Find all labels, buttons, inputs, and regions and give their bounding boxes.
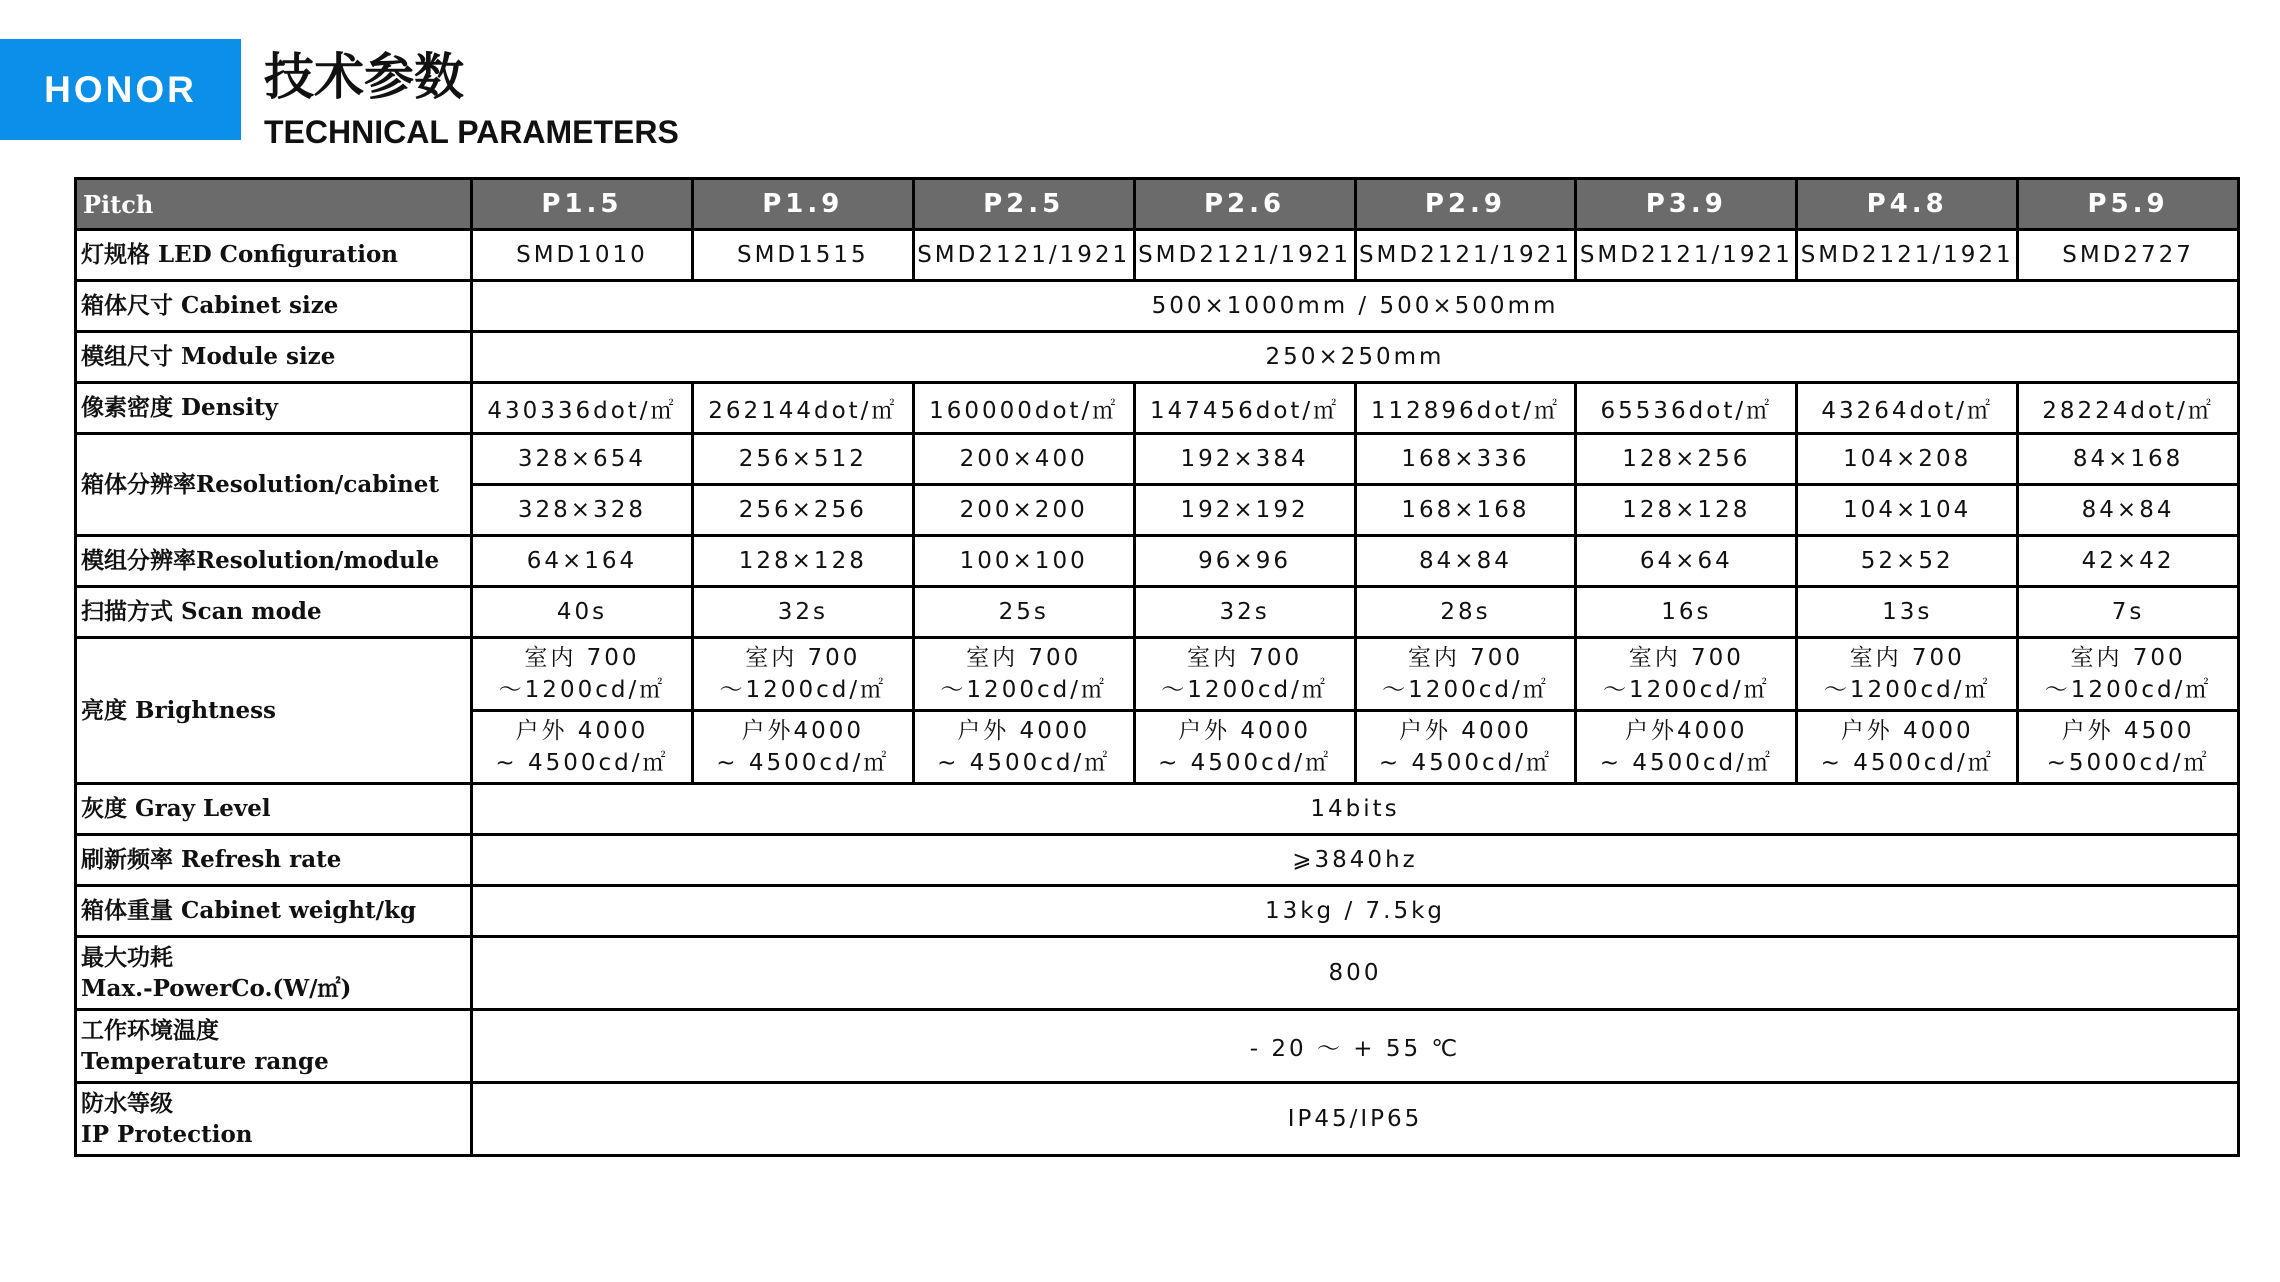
brightness-indoor-range-end: ～1200cd/㎡ xyxy=(940,677,1107,703)
resolution-module-cell: 42×42 xyxy=(2018,536,2239,587)
row-resolution-cabinet-1 xyxy=(76,434,2239,485)
row-label-en: Max.-PowerCo.(W/㎡) xyxy=(81,975,352,1002)
brightness-indoor-range-start: 室内 700 xyxy=(1628,644,1744,671)
brightness-indoor-cell xyxy=(913,638,1134,711)
brightness-outdoor-range-start: 户外4000 xyxy=(1625,717,1748,744)
led-config-cell: SMD2121/1921 xyxy=(1134,230,1355,281)
pitch-header: P1.9 xyxy=(692,179,913,230)
pitch-header: P2.5 xyxy=(913,179,1134,230)
resolution-cabinet-cell: 84×168 xyxy=(2018,434,2239,485)
page-title-en: TECHNICAL PARAMETERS xyxy=(264,114,679,150)
row-label: 箱体分辨率Resolution/cabinet xyxy=(76,434,472,536)
brightness-indoor-range-start: 室内 700 xyxy=(966,644,1082,671)
gray-level-cell: 14bits xyxy=(472,784,2239,835)
brightness-indoor-range-end: ～1200cd/㎡ xyxy=(1823,677,1991,703)
brightness-outdoor-cell xyxy=(2018,711,2239,784)
module-size-cell: 250×250mm xyxy=(472,332,2239,383)
brightness-outdoor-range-end: ~ 4500cd/㎡ xyxy=(716,750,890,776)
row-ip-protection xyxy=(76,1083,2239,1156)
brightness-outdoor-cell xyxy=(1576,711,1797,784)
brightness-indoor-cell xyxy=(692,638,913,711)
density-cell: 147456dot/㎡ xyxy=(1134,383,1355,434)
row-cabinet-weight xyxy=(76,886,2239,937)
row-label: 像素密度 Density xyxy=(76,383,472,434)
scan-mode-cell: 32s xyxy=(692,587,913,638)
ip-protection-cell: IP45/IP65 xyxy=(472,1083,2239,1156)
row-module-size xyxy=(76,332,2239,383)
resolution-cabinet-cell: 168×168 xyxy=(1355,485,1576,536)
led-config-cell: SMD1010 xyxy=(472,230,693,281)
resolution-module-cell: 128×128 xyxy=(692,536,913,587)
brightness-outdoor-cell xyxy=(1355,711,1576,784)
pitch-label: Pitch xyxy=(76,179,472,230)
row-label xyxy=(76,1083,472,1156)
row-label: 灰度 Gray Level xyxy=(76,784,472,835)
row-resolution-module xyxy=(76,536,2239,587)
scan-mode-cell: 32s xyxy=(1134,587,1355,638)
brightness-indoor-range-start: 室内 700 xyxy=(1849,644,1965,671)
pitch-header: P4.8 xyxy=(1797,179,2018,230)
brightness-outdoor-range-end: ~ 4500cd/㎡ xyxy=(1820,750,1994,776)
brightness-outdoor-range-start: 户外4000 xyxy=(741,717,865,744)
brightness-indoor-range-end: ～1200cd/㎡ xyxy=(719,677,887,703)
resolution-cabinet-cell: 192×192 xyxy=(1134,485,1355,536)
resolution-module-cell: 64×64 xyxy=(1576,536,1797,587)
resolution-cabinet-cell: 328×654 xyxy=(472,434,693,485)
brightness-outdoor-cell xyxy=(913,711,1134,784)
led-config-cell: SMD1515 xyxy=(692,230,913,281)
row-label: 刷新频率 Refresh rate xyxy=(76,835,472,886)
row-refresh-rate xyxy=(76,835,2239,886)
brightness-outdoor-range-start: 户外 4500 xyxy=(2061,717,2195,744)
row-label-cn: 工作环境温度 xyxy=(81,1016,219,1044)
brightness-outdoor-range-start: 户外 4000 xyxy=(957,717,1091,744)
page-title-cn: 技术参数 xyxy=(264,48,464,106)
density-cell: 112896dot/㎡ xyxy=(1355,383,1576,434)
resolution-module-cell: 96×96 xyxy=(1134,536,1355,587)
brightness-outdoor-cell xyxy=(1134,711,1355,784)
row-label: 箱体尺寸 Cabinet size xyxy=(76,281,472,332)
scan-mode-cell: 40s xyxy=(472,587,693,638)
row-max-power xyxy=(76,937,2239,1010)
row-label: 模组分辨率Resolution/module xyxy=(76,536,472,587)
row-gray-level xyxy=(76,784,2239,835)
pitch-header: P3.9 xyxy=(1576,179,1797,230)
led-config-cell: SMD2121/1921 xyxy=(1576,230,1797,281)
resolution-module-cell: 100×100 xyxy=(913,536,1134,587)
density-cell: 160000dot/㎡ xyxy=(913,383,1134,434)
brightness-outdoor-range-start: 户外 4000 xyxy=(1399,717,1532,744)
row-cabinet-size xyxy=(76,281,2239,332)
brightness-indoor-range-start: 室内 700 xyxy=(524,644,640,671)
brightness-indoor-cell xyxy=(1576,638,1797,711)
brightness-indoor-range-end: ～1200cd/㎡ xyxy=(498,677,666,703)
header-row xyxy=(76,179,2239,230)
brightness-outdoor-range-end: ~ 4500cd/㎡ xyxy=(1599,750,1773,776)
row-label: 灯规格 LED Configuration xyxy=(76,230,472,281)
row-led-config xyxy=(76,230,2239,281)
pitch-header: P1.5 xyxy=(472,179,693,230)
pitch-header: P5.9 xyxy=(2018,179,2239,230)
resolution-cabinet-cell: 104×208 xyxy=(1797,434,2018,485)
brightness-indoor-cell xyxy=(1134,638,1355,711)
brightness-indoor-range-start: 室内 700 xyxy=(1186,644,1303,671)
resolution-module-cell: 52×52 xyxy=(1797,536,2018,587)
cabinet-weight-cell: 13kg / 7.5kg xyxy=(472,886,2239,937)
scan-mode-cell: 13s xyxy=(1797,587,2018,638)
resolution-cabinet-cell: 256×512 xyxy=(692,434,913,485)
row-label: 箱体重量 Cabinet weight/kg xyxy=(76,886,472,937)
brightness-outdoor-range-end: ~ 4500cd/㎡ xyxy=(1378,750,1552,776)
row-label-cn: 最大功耗 xyxy=(81,943,173,971)
density-cell: 430336dot/㎡ xyxy=(472,383,693,434)
led-config-cell: SMD2727 xyxy=(2018,230,2239,281)
brightness-outdoor-cell xyxy=(692,711,913,784)
brightness-indoor-range-end: ～1200cd/㎡ xyxy=(1603,677,1770,703)
brightness-outdoor-range-end: ~ 4500cd/㎡ xyxy=(1158,750,1332,776)
row-temperature xyxy=(76,1010,2239,1083)
row-label-en: IP Protection xyxy=(81,1121,253,1148)
brightness-outdoor-range-end: ~5000cd/㎡ xyxy=(2046,750,2210,776)
technical-parameters-table xyxy=(74,177,2240,1157)
row-density xyxy=(76,383,2239,434)
logo-text: HONOR xyxy=(44,68,197,110)
brightness-outdoor-cell xyxy=(1797,711,2018,784)
brightness-outdoor-range-start: 户外 4000 xyxy=(515,717,649,744)
resolution-cabinet-cell: 328×328 xyxy=(472,485,693,536)
row-label: 亮度 Brightness xyxy=(76,638,472,784)
resolution-module-cell: 64×164 xyxy=(472,536,693,587)
brightness-outdoor-range-start: 户外 4000 xyxy=(1178,717,1311,744)
pitch-header: P2.6 xyxy=(1134,179,1355,230)
scan-mode-cell: 16s xyxy=(1576,587,1797,638)
brightness-indoor-range-end: ～1200cd/㎡ xyxy=(1382,677,1549,703)
brightness-outdoor-cell xyxy=(472,711,693,784)
resolution-cabinet-cell: 168×336 xyxy=(1355,434,1576,485)
led-config-cell: SMD2121/1921 xyxy=(1355,230,1576,281)
row-label xyxy=(76,937,472,1010)
resolution-cabinet-cell: 192×384 xyxy=(1134,434,1355,485)
pitch-header: P2.9 xyxy=(1355,179,1576,230)
resolution-cabinet-cell: 256×256 xyxy=(692,485,913,536)
resolution-cabinet-cell: 84×84 xyxy=(2018,485,2239,536)
density-cell: 262144dot/㎡ xyxy=(692,383,913,434)
row-label: 扫描方式 Scan mode xyxy=(76,587,472,638)
cabinet-size-cell: 500×1000mm / 500×500mm xyxy=(472,281,2239,332)
brightness-indoor-range-start: 室内 700 xyxy=(745,644,861,671)
brightness-indoor-cell xyxy=(1355,638,1576,711)
led-config-cell: SMD2121/1921 xyxy=(1797,230,2018,281)
brightness-indoor-cell xyxy=(472,638,693,711)
row-label: 模组尺寸 Module size xyxy=(76,332,472,383)
resolution-cabinet-cell: 200×200 xyxy=(913,485,1134,536)
brightness-indoor-cell xyxy=(2018,638,2239,711)
scan-mode-cell: 25s xyxy=(913,587,1134,638)
row-label-en: Temperature range xyxy=(81,1048,329,1075)
density-cell: 28224dot/㎡ xyxy=(2018,383,2239,434)
scan-mode-cell: 28s xyxy=(1355,587,1576,638)
brightness-indoor-range-start: 室内 700 xyxy=(2070,644,2186,671)
density-cell: 43264dot/㎡ xyxy=(1797,383,2018,434)
brightness-indoor-range-end: ～1200cd/㎡ xyxy=(1161,677,1328,703)
resolution-cabinet-cell: 128×128 xyxy=(1576,485,1797,536)
resolution-module-cell: 84×84 xyxy=(1355,536,1576,587)
resolution-cabinet-cell: 200×400 xyxy=(913,434,1134,485)
resolution-cabinet-cell: 128×256 xyxy=(1576,434,1797,485)
density-cell: 65536dot/㎡ xyxy=(1576,383,1797,434)
temperature-cell: - 20 ～ + 55 ℃ xyxy=(472,1010,2239,1083)
row-label xyxy=(76,1010,472,1083)
brightness-outdoor-range-end: ~ 4500cd/㎡ xyxy=(937,750,1111,776)
resolution-cabinet-cell: 104×104 xyxy=(1797,485,2018,536)
max-power-cell: 800 xyxy=(472,937,2239,1010)
row-brightness-indoor xyxy=(76,638,2239,711)
brightness-outdoor-range-start: 户外 4000 xyxy=(1840,717,1974,744)
scan-mode-cell: 7s xyxy=(2018,587,2239,638)
led-config-cell: SMD2121/1921 xyxy=(913,230,1134,281)
row-label-cn: 防水等级 xyxy=(81,1089,173,1117)
brightness-indoor-range-end: ～1200cd/㎡ xyxy=(2044,677,2212,703)
refresh-rate-cell: ⩾3840hz xyxy=(472,835,2239,886)
brightness-indoor-range-start: 室内 700 xyxy=(1407,644,1524,671)
brightness-outdoor-range-end: ~ 4500cd/㎡ xyxy=(495,750,669,776)
row-scan-mode xyxy=(76,587,2239,638)
brightness-indoor-cell xyxy=(1797,638,2018,711)
honor-logo xyxy=(0,39,241,140)
